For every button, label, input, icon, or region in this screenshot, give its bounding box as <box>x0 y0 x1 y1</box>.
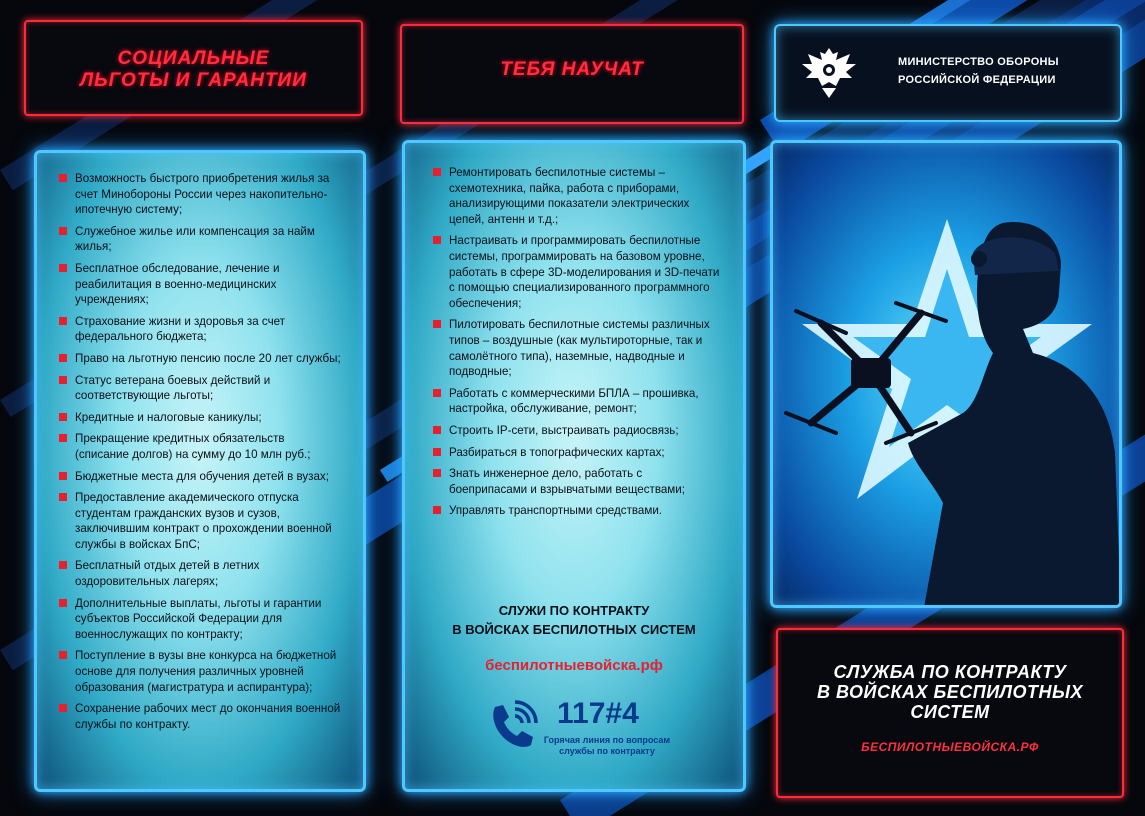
list-item: Управлять транспортными средствами. <box>433 503 721 519</box>
ministry-line-1: МИНИСТЕРСТВО ОБОРОНЫ <box>898 56 1059 68</box>
list-item: Знать инженерное дело, работать с боеприпасами и взрывчатыми веществами; <box>433 466 721 497</box>
left-list-panel <box>34 150 366 792</box>
double-headed-eagle-icon <box>798 40 860 102</box>
list-item: Прекращение кредитных обязательств (списание долгов) на сумму до 10 млн руб.; <box>59 431 341 462</box>
middle-title: ТЕБЯ НАУЧАТ <box>500 59 644 80</box>
site-link[interactable]: беспилотныевойска.рф <box>485 657 663 674</box>
list-item: Возможность быстрого приобретения жилья за счет Минобороны России через накопительно-ипотечную систему; <box>59 171 341 218</box>
list-item: Бюджетные места для обучения детей в вузах; <box>59 469 341 485</box>
list-item: Бесплатный отдых детей в летних оздоровительных лагерях; <box>59 558 341 589</box>
list-item: Служебное жилье или компенсация за найм жилья; <box>59 224 341 255</box>
list-item: Работать с коммерческими БПЛА – прошивка, настройка, обслуживание, ремонт; <box>433 386 721 417</box>
cover-title-box <box>776 628 1124 798</box>
ministry-line-2: РОССИЙСКОЙ ФЕДЕРАЦИИ <box>898 74 1056 86</box>
contract-cta: СЛУЖИ ПО КОНТРАКТУ В ВОЙСКАХ БЕСПИЛОТНЫХ СИСТЕМ <box>452 603 696 637</box>
cover-title: СЛУЖБА ПО КОНТРАКТУ В ВОЙСКАХ БЕСПИЛОТНЫХ СИСТЕМ <box>816 662 1084 722</box>
hotline-caption: Горячая линия по вопросам службы по контракту <box>543 735 671 756</box>
list-item: Ремонтировать беспилотные системы – схемотехника, пайка, работа с приборами, анализирующими показатели электрических цепей, антенн и т.д.; <box>433 165 721 227</box>
list-item: Страхование жизни и здоровья за счет федерального бюджета; <box>59 314 341 345</box>
list-item: Кредитные и налоговые каникулы; <box>59 410 341 426</box>
list-item: Статус ветерана боевых действий и соответствующие льготы; <box>59 373 341 404</box>
left-title-box <box>24 20 363 116</box>
middle-list-panel <box>402 140 746 792</box>
list-item: Поступление в вузы вне конкурса на бюджетной основе для получения различных уровней образования (магистратура и аспирантура); <box>59 648 341 695</box>
phone-icon <box>485 699 539 753</box>
benefits-list <box>59 171 341 738</box>
list-item: Предоставление академического отпуска студентам гражданских вузов и сузов, заключившим контракт о прохождении военной службы в войсках БпС; <box>59 490 341 552</box>
skills-list <box>433 165 721 525</box>
list-item: Настраивать и программировать беспилотные системы, программировать на базовом уровне, работать в сфере 3D-моделирования и 3D-печати с помощью специализированного программного обеспечения; <box>433 233 721 311</box>
list-item: Пилотировать беспилотные системы различных типов – воздушные (как мультироторные, так и самолётного типа), наземные, надводные и подводные; <box>433 317 721 379</box>
drone-icon <box>781 273 961 473</box>
list-item: Право на льготную пенсию после 20 лет службы; <box>59 351 341 367</box>
left-title: СОЦИАЛЬНЫЕ ЛЬГОТЫ И ГАРАНТИИ <box>80 48 307 91</box>
ministry-header <box>774 24 1122 122</box>
middle-title-box <box>400 24 744 124</box>
list-item: Дополнительные выплаты, льготы и гарантии субъектов Российской Федерации для военнослужащих по контракту; <box>59 596 341 643</box>
list-item: Бесплатное обследование, лечение и реабилитация в военно-медицинских учреждениях; <box>59 261 341 308</box>
cover-image-panel <box>770 140 1122 608</box>
hotline-number: 117#4 <box>557 697 639 730</box>
list-item: Разбираться в топографических картах; <box>433 445 721 461</box>
list-item: Сохранение рабочих мест до окончания военной службы по контракту. <box>59 701 341 732</box>
cover-site-link[interactable]: БЕСПИЛОТНЫЕВОЙСКА.РФ <box>861 740 1039 754</box>
list-item: Строить IP-сети, выстраивать радиосвязь; <box>433 423 721 439</box>
